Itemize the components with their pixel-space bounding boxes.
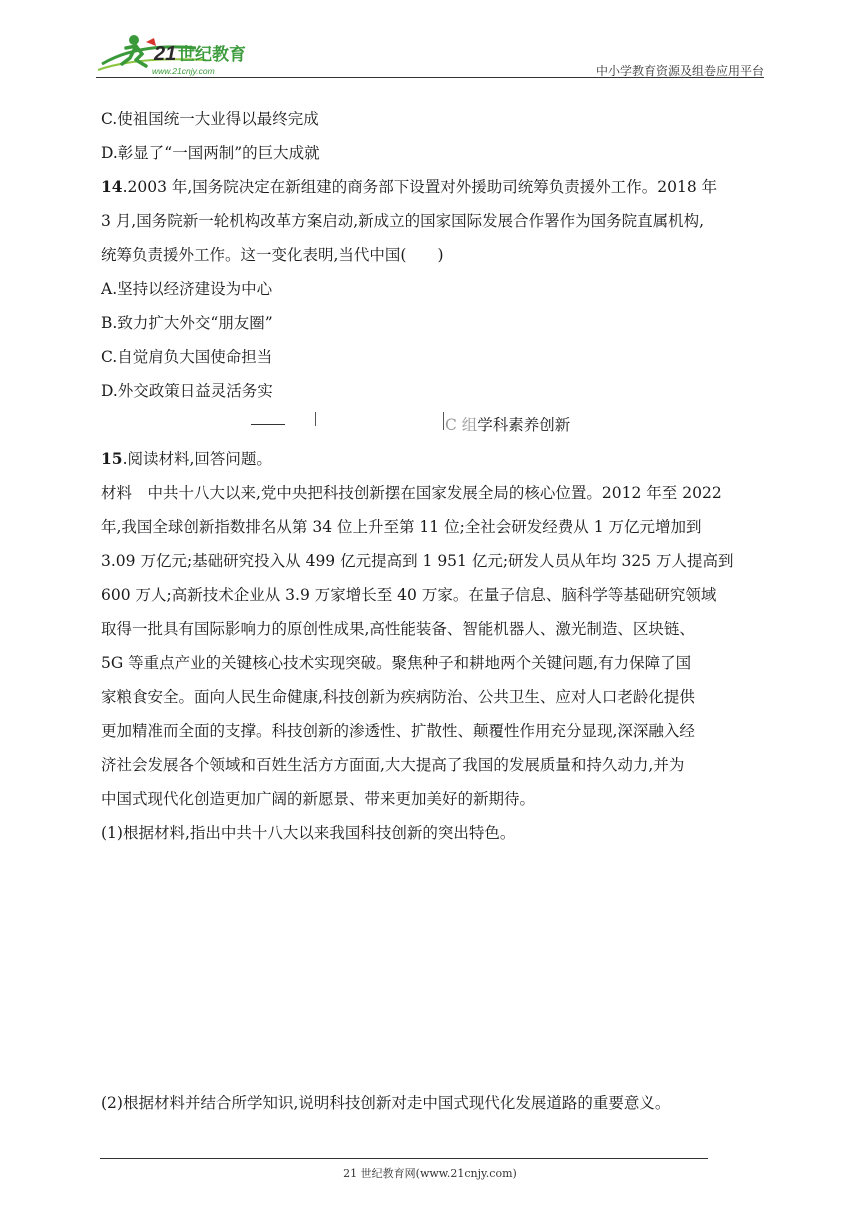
svg-text:世纪教育: 世纪教育: [178, 45, 246, 65]
q14-option-c: C.自觉肩负大国使命担当: [101, 348, 273, 366]
q15-sub-question-2: (2)根据材料并结合所学知识,说明科技创新对走中国式现代化发展道路的重要意义。: [101, 1094, 671, 1112]
material-line: 济社会发展各个领域和百姓生活方方面面,大大提高了我国的发展质量和持久动力,并为: [101, 756, 685, 774]
material-line: 年,我国全球创新指数排名从第 34 位上升至第 11 位;全社会研发经费从 1 万亿元增加到: [101, 518, 702, 536]
logo-21cnjy: [96, 30, 266, 80]
page-content: [101, 102, 765, 1120]
material-line: 3.09 万亿元;基础研究投入从 499 亿元提高到 1 951 亿元;研发人员从年均 325 万人提高到: [101, 552, 734, 570]
q14-option-a: A.坚持以经济建设为中心: [101, 280, 273, 298]
q14-stem-line-2: 3 月,国务院新一轮机构改革方案启动,新成立的国家国际发展合作署作为国务院直属机构,: [101, 212, 705, 230]
material-line: 材料 中共十八大以来,党中央把科技创新摆在国家发展全局的核心位置。2012 年至 2022: [101, 484, 722, 502]
svg-text:21: 21: [154, 43, 177, 65]
material-line: 600 万人;高新技术企业从 3.9 万家增长至 40 万家。在量子信息、脑科学等基础研究领域: [101, 586, 717, 604]
divider-dash: [251, 424, 285, 425]
divider-tick-right: [443, 412, 444, 430]
header-rule: [96, 77, 764, 78]
platform-name: 中小学教育资源及组卷应用平台: [595, 64, 764, 78]
material-line: 中国式现代化创造更加广阔的新愿景、带来更加美好的新期待。: [101, 790, 536, 808]
footer-rule: [100, 1158, 708, 1159]
q14-stem-line-3: 统筹负责援外工作。这一变化表明,当代中国( ): [101, 246, 444, 264]
q14-number: 14: [101, 177, 123, 196]
material-line: 更加精准而全面的支撑。科技创新的渗透性、扩散性、颠覆性作用充分显现,深深融入经: [101, 722, 695, 740]
svg-text:www.21cnjy.com: www.21cnjy.com: [152, 66, 215, 76]
question-14: [101, 170, 765, 408]
q15-number: 15: [101, 449, 123, 468]
page-header: [96, 30, 764, 80]
q15-sub-question-1: (1)根据材料,指出中共十八大以来我国科技创新的突出特色。: [101, 824, 516, 842]
q14-option-b: B.致力扩大外交“朋友圈”: [101, 314, 273, 332]
material-line: 5G 等重点产业的关键核心技术实现突破。聚焦种子和耕地两个关键问题,有力保障了国: [101, 654, 692, 672]
q15-material: [101, 476, 765, 816]
divider-tick-left: [315, 412, 316, 426]
group-c-divider: [101, 408, 765, 442]
q13-option-d: D.彰显了“一国两制”的巨大成就: [101, 144, 320, 162]
q15-stem: 15.阅读材料,回答问题。: [101, 449, 272, 468]
answer-space-1: [101, 850, 765, 1086]
q13-option-c: C.使祖国统一大业得以最终完成: [101, 110, 319, 128]
q14-option-d: D.外交政策日益灵活务实: [101, 382, 273, 400]
material-line: 家粮食安全。面向人民生命健康,科技创新为疾病防治、公共卫生、应对人口老龄化提供: [101, 688, 695, 706]
question-15: [101, 442, 765, 1120]
material-line: 取得一批具有国际影响力的原创性成果,高性能装备、智能机器人、激光制造、区块链、: [101, 620, 695, 638]
q14-stem-line-1: 14.2003 年,国务院决定在新组建的商务部下设置对外援助司统筹负责援外工作。2018 年: [101, 177, 718, 196]
group-c-heading: C 组学科素养创新: [445, 416, 571, 434]
page-footer: 21 世纪教育网(www.21cnjy.com): [343, 1167, 517, 1180]
